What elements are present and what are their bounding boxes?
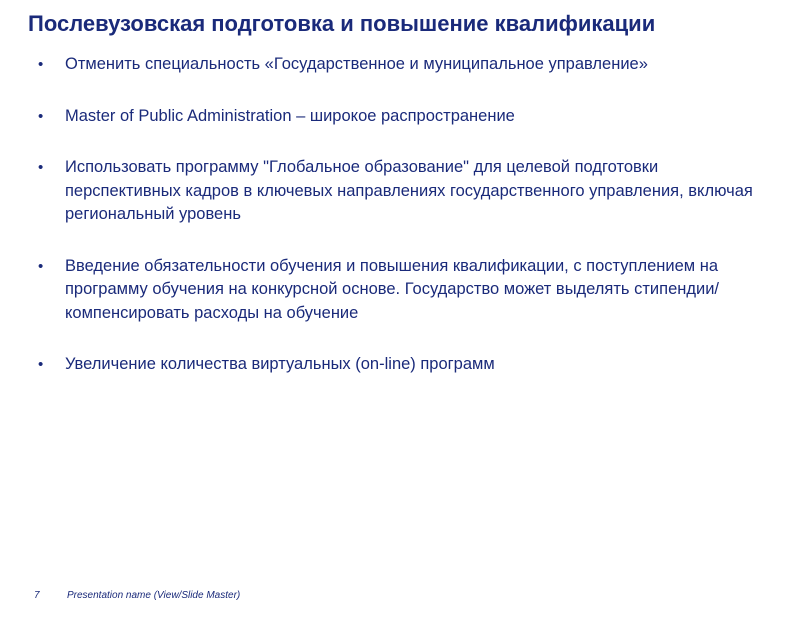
bullet-text: Увеличение количества виртуальных (on-line) программ	[65, 355, 495, 373]
bullet-text: Введение обязательности обучения и повышения квалификации, с поступлением на программу обучения на конкурсной основе. Государство может выделять стипендии/компенсировать расходы на обучение	[65, 256, 719, 322]
bullet-icon: •	[38, 107, 44, 125]
bullet-item	[38, 156, 778, 227]
bullet-text: Отменить специальность «Государственное и муниципальное управление»	[65, 55, 648, 73]
bullet-icon: •	[38, 159, 44, 176]
bullet-icon: •	[38, 56, 44, 73]
bullet-item	[38, 255, 778, 326]
bullet-item	[38, 353, 778, 377]
bullet-item	[38, 105, 778, 129]
slide-title: Послевузовская подготовка и повышение квалификации	[28, 11, 656, 36]
bullet-list	[38, 53, 778, 405]
presentation-name: Presentation name (View/Slide Master)	[67, 590, 241, 601]
bullet-text: Master of Public Administration – широкое распространение	[65, 106, 515, 125]
bullet-text: Использовать программу "Глобальное образование" для целевой подготовки перспективных кадров в ключевых направлениях государственного управления, включая региональный уровень	[65, 158, 753, 223]
bullet-icon: •	[38, 257, 44, 275]
bullet-icon: •	[38, 356, 44, 373]
bullet-item	[38, 53, 778, 77]
page-number: 7	[34, 590, 40, 601]
